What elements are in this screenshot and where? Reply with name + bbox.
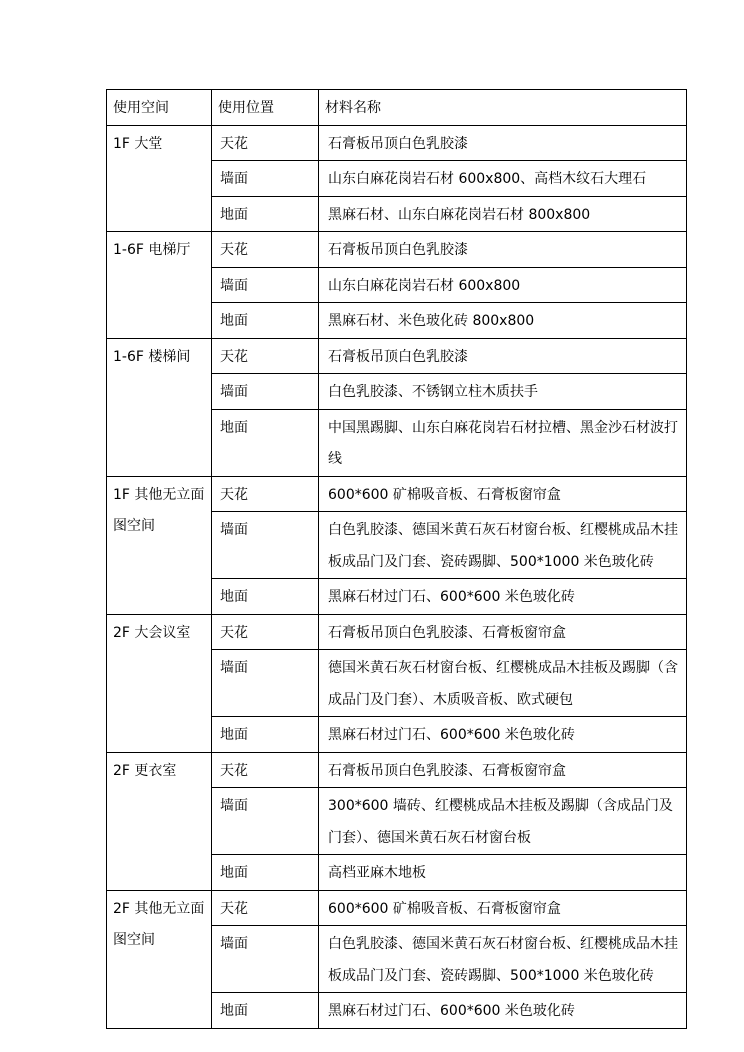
position-cell: 天花 — [212, 338, 319, 374]
position-cell: 墙面 — [212, 267, 319, 303]
position-cell: 墙面 — [212, 161, 319, 197]
material-cell: 中国黑踢脚、山东白麻花岗岩石材拉槽、黑金沙石材波打线 — [319, 409, 687, 476]
material-cell: 600*600 矿棉吸音板、石膏板窗帘盒 — [319, 890, 687, 926]
material-cell: 黑麻石材过门石、600*600 米色玻化砖 — [319, 993, 687, 1029]
position-cell: 天花 — [212, 752, 319, 788]
position-cell: 地面 — [212, 409, 319, 476]
space-cell: 1F 大堂 — [107, 125, 212, 232]
material-cell: 高档亚麻木地板 — [319, 855, 687, 891]
table-row — [107, 232, 687, 268]
column-header-material: 材料名称 — [319, 90, 687, 126]
material-cell: 黑麻石材、山东白麻花岗岩石材 800x800 — [319, 196, 687, 232]
column-header-space: 使用空间 — [107, 90, 212, 126]
material-cell: 600*600 矿棉吸音板、石膏板窗帘盒 — [319, 476, 687, 512]
table-row — [107, 752, 687, 788]
material-cell: 石膏板吊顶白色乳胶漆、石膏板窗帘盒 — [319, 752, 687, 788]
material-cell: 山东白麻花岗岩石材 600x800 — [319, 267, 687, 303]
material-cell: 石膏板吊顶白色乳胶漆 — [319, 338, 687, 374]
table-body — [107, 125, 687, 1028]
table-row — [107, 125, 687, 161]
position-cell: 天花 — [212, 476, 319, 512]
position-cell: 墙面 — [212, 926, 319, 993]
position-cell: 墙面 — [212, 512, 319, 579]
position-cell: 天花 — [212, 232, 319, 268]
material-cell: 300*600 墙砖、红樱桃成品木挂板及踢脚（含成品门及门套）、德国米黄石灰石材窗台板 — [319, 788, 687, 855]
space-cell: 1-6F 楼梯间 — [107, 338, 212, 476]
position-cell: 地面 — [212, 993, 319, 1029]
position-cell: 地面 — [212, 717, 319, 753]
position-cell: 墙面 — [212, 374, 319, 410]
position-cell: 天花 — [212, 125, 319, 161]
material-cell: 石膏板吊顶白色乳胶漆 — [319, 125, 687, 161]
space-cell: 2F 大会议室 — [107, 614, 212, 752]
material-cell: 黑麻石材过门石、600*600 米色玻化砖 — [319, 579, 687, 615]
material-cell: 德国米黄石灰石材窗台板、红樱桃成品木挂板及踢脚（含成品门及门套）、木质吸音板、欧式硬包 — [319, 650, 687, 717]
material-cell: 白色乳胶漆、德国米黄石灰石材窗台板、红樱桃成品木挂板成品门及门套、瓷砖踢脚、500*1000 米色玻化砖 — [319, 926, 687, 993]
material-cell: 石膏板吊顶白色乳胶漆、石膏板窗帘盒 — [319, 614, 687, 650]
position-cell: 地面 — [212, 303, 319, 339]
position-cell: 地面 — [212, 579, 319, 615]
material-cell: 白色乳胶漆、不锈钢立柱木质扶手 — [319, 374, 687, 410]
space-cell: 2F 更衣室 — [107, 752, 212, 890]
table-row — [107, 476, 687, 512]
table-row — [107, 338, 687, 374]
position-cell: 墙面 — [212, 788, 319, 855]
table-header-row — [107, 90, 687, 126]
position-cell: 天花 — [212, 614, 319, 650]
material-cell: 白色乳胶漆、德国米黄石灰石材窗台板、红樱桃成品木挂板成品门及门套、瓷砖踢脚、500*1000 米色玻化砖 — [319, 512, 687, 579]
table-row — [107, 890, 687, 926]
materials-table — [106, 89, 687, 1029]
material-cell: 山东白麻花岗岩石材 600x800、高档木纹石大理石 — [319, 161, 687, 197]
position-cell: 墙面 — [212, 650, 319, 717]
material-cell: 黑麻石材、米色玻化砖 800x800 — [319, 303, 687, 339]
space-cell: 1F 其他无立面图空间 — [107, 476, 212, 614]
material-cell: 石膏板吊顶白色乳胶漆 — [319, 232, 687, 268]
position-cell: 天花 — [212, 890, 319, 926]
space-cell: 2F 其他无立面图空间 — [107, 890, 212, 1028]
material-cell: 黑麻石材过门石、600*600 米色玻化砖 — [319, 717, 687, 753]
table-row — [107, 614, 687, 650]
position-cell: 地面 — [212, 196, 319, 232]
position-cell: 地面 — [212, 855, 319, 891]
column-header-position: 使用位置 — [212, 90, 319, 126]
space-cell: 1-6F 电梯厅 — [107, 232, 212, 339]
